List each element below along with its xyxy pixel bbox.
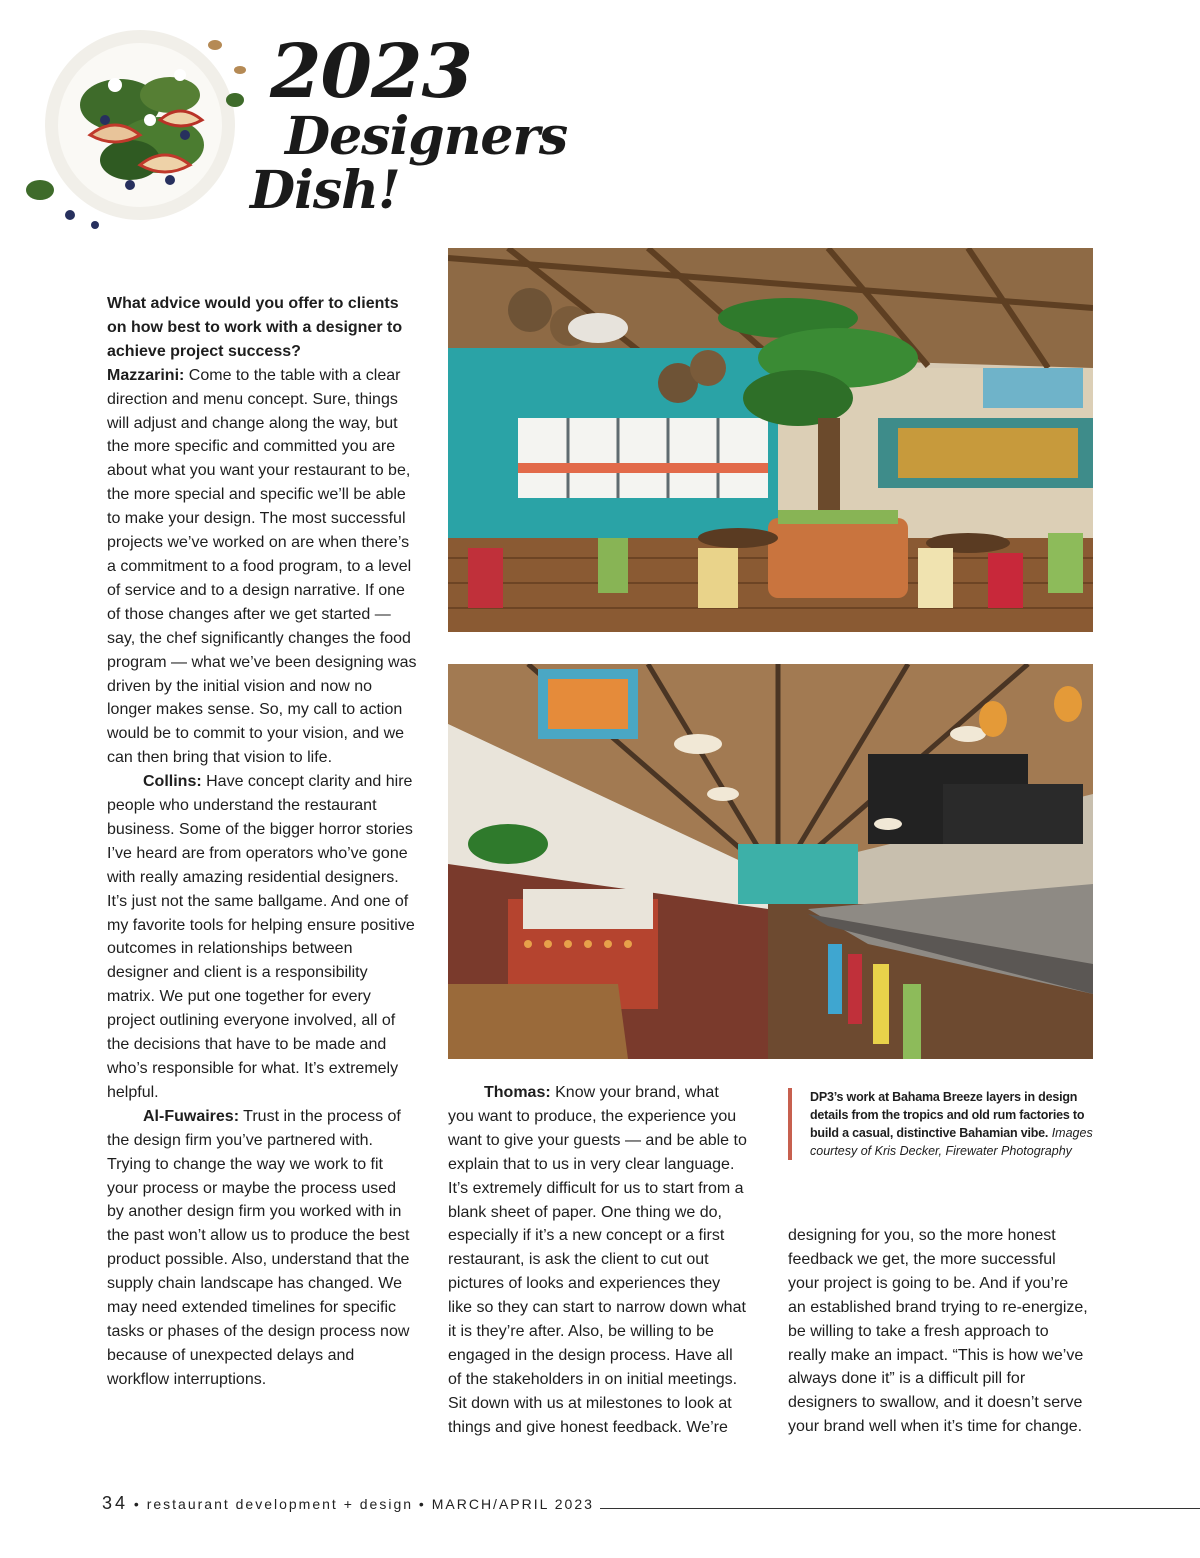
- speaker-name-thomas: Thomas:: [484, 1084, 551, 1101]
- mazzarini-answer: [107, 364, 417, 770]
- speaker-name-mazzarini: Mazzarini:: [107, 366, 185, 384]
- page-number: 34: [102, 1493, 129, 1513]
- footer-separator: •: [418, 1496, 426, 1512]
- thomas-answer: [448, 1081, 748, 1440]
- speaker-name-collins: Collins:: [143, 773, 202, 791]
- caption-credit: Images courtesy of Kris Decker, Firewater Photography: [810, 1126, 1093, 1158]
- issue-date: MARCH/APRIL 2023: [431, 1496, 594, 1512]
- collins-text: Have concept clarity and hire people who understand the restaurant business. Some of the bigger horror stories I’ve heard are from operators who’ve gone with really amazing residential designers. It’s just not the same ballgame. And one of my favorite tools for helping ensure positive outcomes in relationships between designer and client is a responsibility matrix. We put one together for every project outlining everyone involved, all of the decisions that have to be made and who’s responsible for what. It’s extremely helpful.: [107, 773, 415, 1101]
- photo-caption: [788, 1088, 1093, 1160]
- restaurant-dining-room-photo: [448, 248, 1093, 632]
- article-column-1: [107, 292, 417, 1392]
- title-line-3: Dish!: [250, 160, 400, 221]
- footer-rule: [600, 1508, 1200, 1509]
- question-heading: What advice would you offer to clients on how best to work with a designer to achieve project success?: [107, 295, 403, 360]
- title-line-2: Designers: [285, 106, 568, 167]
- title-block: [0, 0, 600, 240]
- salad-bowl-image: [10, 25, 255, 235]
- speaker-name-alfuwaires: Al-Fuwaires:: [143, 1107, 240, 1125]
- publication-name: restaurant development + design: [146, 1496, 414, 1512]
- restaurant-bar-photo: [448, 664, 1093, 1059]
- mazzarini-text: Come to the table with a clear direction and menu concept. Sure, things will adjust and change along the way, but the more specific and committed you are about what you want your restaurant to be, the more special and specific we’ll be able to make your design. The most successful projects we’ve worked on are when there’s a commitment to a food program, to a level of service and to a design narrative. If one of those changes after we get started — say, the chef significantly changes the food program — what we’ve been designing was driven by the initial vision and now no longer makes sense. So, my call to action would be to commit to your vision, and we can then bring that vision to life.: [107, 366, 417, 767]
- thomas-answer-continued: designing for you, so the more honest feedback we get, the more successful your project is going to be. And if you’re an established brand trying to re-energize, be willing to take a fresh approach to really make an impact. “This is how we’ve always done it” is a difficult pill for designers to swallow, and it doesn’t serve your brand well when it’s time for change.: [788, 1227, 1088, 1436]
- collins-answer: [107, 770, 417, 1105]
- alfuwaires-text: Trust in the process of the design firm you’ve partnered with. Trying to change the way we work to fit your process or maybe the process used by another design firm you worked with in the past won’t allow us to produce the best product possible. Also, understand that the supply chain landscape has changed. We may need extended timelines for specific tasks or phases of the design process now because of unexpected delays and workflow interruptions.: [107, 1107, 410, 1388]
- caption-text: DP3’s work at Bahama Breeze layers in design details from the tropics and old rum factories to build a casual, distinctive Bahamian vibe.: [810, 1090, 1085, 1140]
- title-line-1: 2023: [270, 29, 472, 115]
- alfuwaires-answer: [107, 1105, 417, 1392]
- article-column-3: [788, 1224, 1088, 1439]
- thomas-text: Know your brand, what you want to produce, the experience you want to give your guests — and be able to explain that to us in very clear language. It’s extremely difficult for us to start from a blank sheet of paper. One thing we do, especially if it’s a new concept or a first restaurant, is ask the client to cut out pictures of looks and experiences they like so they can start to narrow down what it is they’re after. Also, be willing to be engaged in the design process. Have all of the stakeholders in on initial meetings. Sit down with us at milestones to look at things and give honest feedback. We’re: [448, 1084, 747, 1436]
- article-column-2: [448, 1081, 748, 1440]
- footer-separator: •: [133, 1496, 141, 1512]
- page-footer: [102, 1493, 594, 1514]
